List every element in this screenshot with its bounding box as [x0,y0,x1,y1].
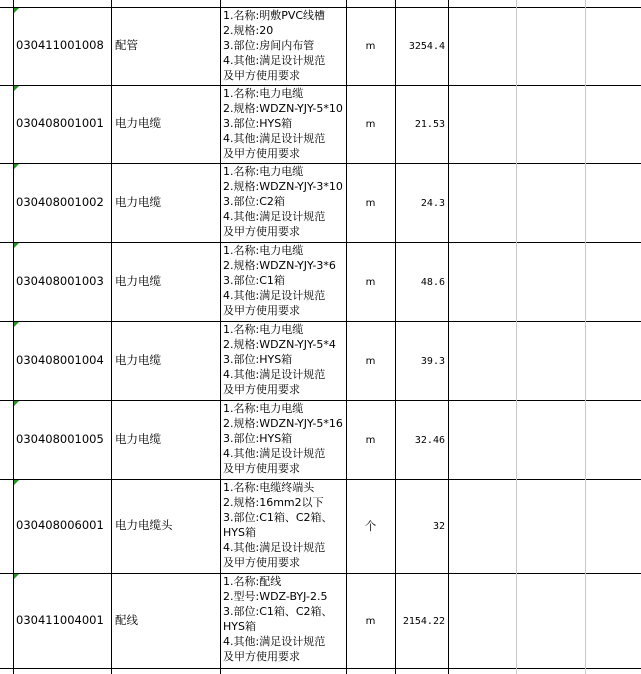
project-name-cell[interactable]: 电力电缆 [115,273,161,288]
total-price-cell[interactable] [517,86,585,163]
description-line: 2.型号:WDZ-BYJ-2.5 [223,589,328,603]
project-code-cell[interactable]: 030408006001 [16,518,104,532]
description-line: 4.其他:满足设计规范 [223,540,326,554]
description-line: HYS箱 [223,619,256,633]
remarks-cell[interactable] [586,86,641,163]
unit-price-cell[interactable] [449,8,516,85]
unit-cell[interactable]: 个 [364,519,377,533]
description-line: 1.名称:电力电缆 [223,402,304,415]
remarks-cell[interactable] [586,243,641,321]
remarks-cell[interactable] [586,574,641,668]
description-line: 及甲方使用要求 [223,555,300,569]
quantity-cell[interactable]: 21.53 [414,119,445,130]
remarks-cell[interactable] [586,164,641,242]
error-indicator-icon [14,8,19,13]
description-line: 及甲方使用要求 [223,224,300,238]
unit-price-cell[interactable] [449,480,516,573]
error-indicator-icon [14,480,19,485]
description-line: 4.其他:满足设计规范 [223,53,326,67]
description-line: 1.名称:电力电缆 [223,323,304,336]
description-line: 4.其他:满足设计规范 [223,367,326,381]
description-line: 4.其他:满足设计规范 [223,209,326,223]
column-border [346,0,347,674]
unit-cell[interactable]: m [365,41,376,52]
description-line: 3.部位:C1箱、C2箱、 [223,604,333,618]
description-line: 2.规格:WDZN-YJY-3*6 [223,258,336,272]
project-code-cell[interactable]: 030408001002 [16,194,104,209]
description-line: 2.规格:20 [223,23,274,37]
unit-cell[interactable]: m [365,276,376,288]
unit-price-cell[interactable] [449,401,516,479]
project-name-cell[interactable]: 配线 [115,612,138,627]
unit-price-cell[interactable] [449,164,516,242]
description-line: 4.其他:满足设计规范 [223,634,326,648]
quantity-cell[interactable]: 48.6 [420,276,445,288]
description-line: 3.部位:HYS箱 [223,352,293,366]
error-indicator-icon [14,574,19,579]
description-line: 3.部位:C2箱 [223,194,285,208]
remarks-cell[interactable] [586,401,641,479]
quantity-cell[interactable]: 24.3 [420,197,445,209]
description-line: 4.其他:满足设计规范 [223,131,326,145]
feature-description-cell[interactable] [223,402,343,477]
description-line: 4.其他:满足设计规范 [223,446,326,460]
row-border [0,668,641,669]
project-code-cell[interactable]: 030408001005 [16,431,104,446]
description-line: 4.其他:满足设计规范 [223,288,326,302]
unit-price-cell[interactable] [449,86,516,163]
description-line: 3.部位:HYS箱 [223,431,293,445]
feature-description-cell[interactable] [223,165,343,240]
column-border [220,0,221,674]
column-border [111,0,112,674]
description-line: 2.规格:16mm2以下 [223,495,324,509]
remarks-cell[interactable] [586,322,641,400]
error-indicator-icon [14,243,19,248]
project-name-cell[interactable]: 电力电缆 [115,116,161,130]
quantity-cell[interactable]: 32 [432,521,445,532]
description-line: 2.规格:WDZN-YJY-3*10 [223,179,343,193]
total-price-cell[interactable] [517,322,585,400]
project-name-cell[interactable]: 电力电缆 [115,194,161,209]
unit-cell[interactable]: m [365,197,376,209]
feature-description-cell[interactable] [223,323,336,398]
description-line: 3.部位:C1箱 [223,273,285,287]
project-code-cell[interactable]: 030408001001 [16,116,104,130]
description-line: 3.部位:HYS箱 [223,116,293,130]
unit-cell[interactable]: m [365,615,376,627]
description-line: 及甲方使用要求 [223,382,300,396]
total-price-cell[interactable] [517,574,585,668]
feature-description-cell[interactable] [223,9,325,84]
total-price-cell[interactable] [517,401,585,479]
quantity-cell[interactable]: 2154.22 [402,615,445,627]
error-indicator-icon [14,322,19,327]
unit-cell[interactable]: m [365,355,376,367]
description-line: 及甲方使用要求 [223,303,300,317]
description-line: 及甲方使用要求 [223,649,300,663]
project-code-cell[interactable]: 030411004001 [16,612,104,627]
total-price-cell[interactable] [517,8,585,85]
total-price-cell[interactable] [517,164,585,242]
quantity-cell[interactable]: 39.3 [420,355,445,367]
description-line: 2.规格:WDZN-YJY-5*4 [223,337,336,351]
description-line: 1.名称:电力电缆 [223,244,304,257]
error-indicator-icon [14,401,19,406]
column-border [13,0,14,674]
feature-description-cell[interactable] [223,481,333,570]
feature-description-cell[interactable] [223,87,343,162]
column-border [395,0,396,674]
project-name-cell[interactable]: 电力电缆 [115,352,161,367]
description-line: 及甲方使用要求 [223,461,300,475]
error-indicator-icon [14,86,19,91]
description-line: 1.名称:电力电缆 [223,87,304,100]
total-price-cell[interactable] [517,243,585,321]
project-name-cell[interactable]: 电力电缆头 [115,518,173,532]
description-line: 及甲方使用要求 [223,68,300,82]
project-code-cell[interactable]: 030411001008 [16,38,104,52]
description-line: 1.名称:电力电缆 [223,165,304,178]
quantity-cell[interactable]: 32.46 [414,434,445,446]
description-line: 1.名称:明敷PVC线槽 [223,9,326,22]
project-name-cell[interactable]: 电力电缆 [115,431,161,446]
remarks-cell[interactable] [586,480,641,573]
unit-cell[interactable]: m [365,119,376,130]
description-line: 1.名称:电缆终端头 [223,481,315,494]
feature-description-cell[interactable] [223,244,336,319]
project-code-cell[interactable]: 030408001003 [16,273,104,288]
unit-price-cell[interactable] [449,243,516,321]
feature-description-cell[interactable] [223,575,333,664]
quantity-cell[interactable]: 3254.4 [408,41,445,52]
error-indicator-icon [14,164,19,169]
description-line: HYS箱 [223,525,256,539]
description-line: 3.部位:C1箱、C2箱、 [223,510,333,524]
unit-price-cell[interactable] [449,574,516,668]
description-line: 1.名称:配线 [223,575,282,588]
unit-price-cell[interactable] [449,322,516,400]
total-price-cell[interactable] [517,480,585,573]
project-code-cell[interactable]: 030408001004 [16,352,104,367]
project-name-cell[interactable]: 配管 [115,38,138,52]
description-line: 3.部位:房间内布管 [223,38,315,52]
unit-cell[interactable]: m [365,434,376,446]
remarks-cell[interactable] [586,8,641,85]
description-line: 2.规格:WDZN-YJY-5*10 [223,101,343,115]
description-line: 及甲方使用要求 [223,146,300,160]
description-line: 2.规格:WDZN-YJY-5*16 [223,416,343,430]
